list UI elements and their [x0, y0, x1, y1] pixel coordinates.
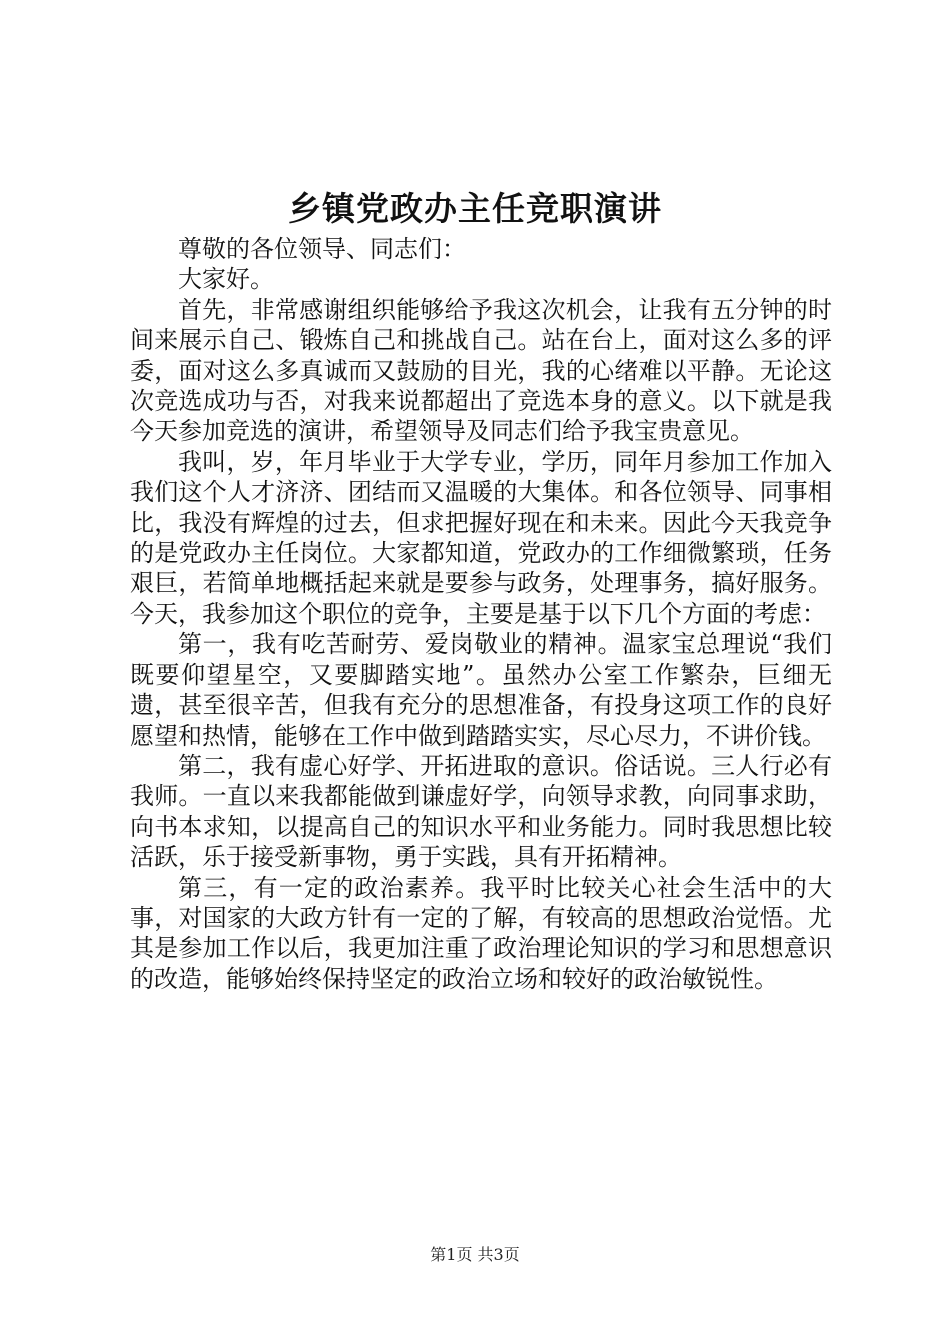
self-introduction-paragraph: 我叫，岁，年月毕业于大学专业，学历，同年月参加工作加入我们这个人才济济、团结而又温暖的大集体。和各位领导、同事相比，我没有辉煌的过去，但求把握好现在和未来。因此今天我竞争的是党政办主任岗位。大家都知道，党政办的工作细微繁琐，任务艰巨，若简单地概括起来就是要参与政务，处理事务，搞好服务。今天，我参加这个职位的竞争，主要是基于以下几个方面的考虑： — [130, 447, 832, 628]
document-body — [130, 234, 832, 994]
document-title: 乡镇党政办主任竞职演讲 — [288, 189, 662, 228]
greeting-paragraph: 尊敬的各位领导、同志们： — [178, 235, 466, 263]
point-two-paragraph: 第二，我有虚心好学、开拓进取的意识。俗话说。三人行必有我师。一直以来我都能做到谦虚好学，向领导求教，向同事求助，向书本求知，以提高自己的知识水平和业务能力。同时我思想比较活跃，乐于接受新事物，勇于实践，具有开拓精神。 — [130, 751, 832, 872]
point-one-paragraph: 第一，我有吃苦耐劳、爱岗敬业的精神。温家宝总理说“我们既要仰望星空，又要脚踏实地”。虽然办公室工作繁杂，巨细无遗，甚至很辛苦，但我有充分的思想准备，有投身这项工作的良好愿望和热情，能够在工作中做到踏踏实实，尽心尽力，不讲价钱。 — [130, 630, 832, 750]
salutation-paragraph: 大家好。 — [178, 265, 274, 294]
point-three-paragraph: 第三，有一定的政治素养。我平时比较关心社会生活中的大事，对国家的大政方针有一定的了解，有较高的思想政治觉悟。尤其是参加工作以后，我更加注重了政治理论知识的学习和思想意识的改造，能够始终保持坚定的政治立场和较好的政治敏锐性。 — [130, 873, 832, 993]
page-number-footer: 第1页 共3页 — [430, 1245, 520, 1264]
intro-paragraph: 首先，非常感谢组织能够给予我这次机会，让我有五分钟的时间来展示自己、锻炼自己和挑战自己。站在台上，面对这么多的评委，面对这么多真诚而又鼓励的目光，我的心绪难以平静。无论这次竞选成功与否，对我来说都超出了竞选本身的意义。以下就是我今天参加竞选的演讲，希望领导及同志们给予我宝贵意见。 — [130, 295, 832, 446]
